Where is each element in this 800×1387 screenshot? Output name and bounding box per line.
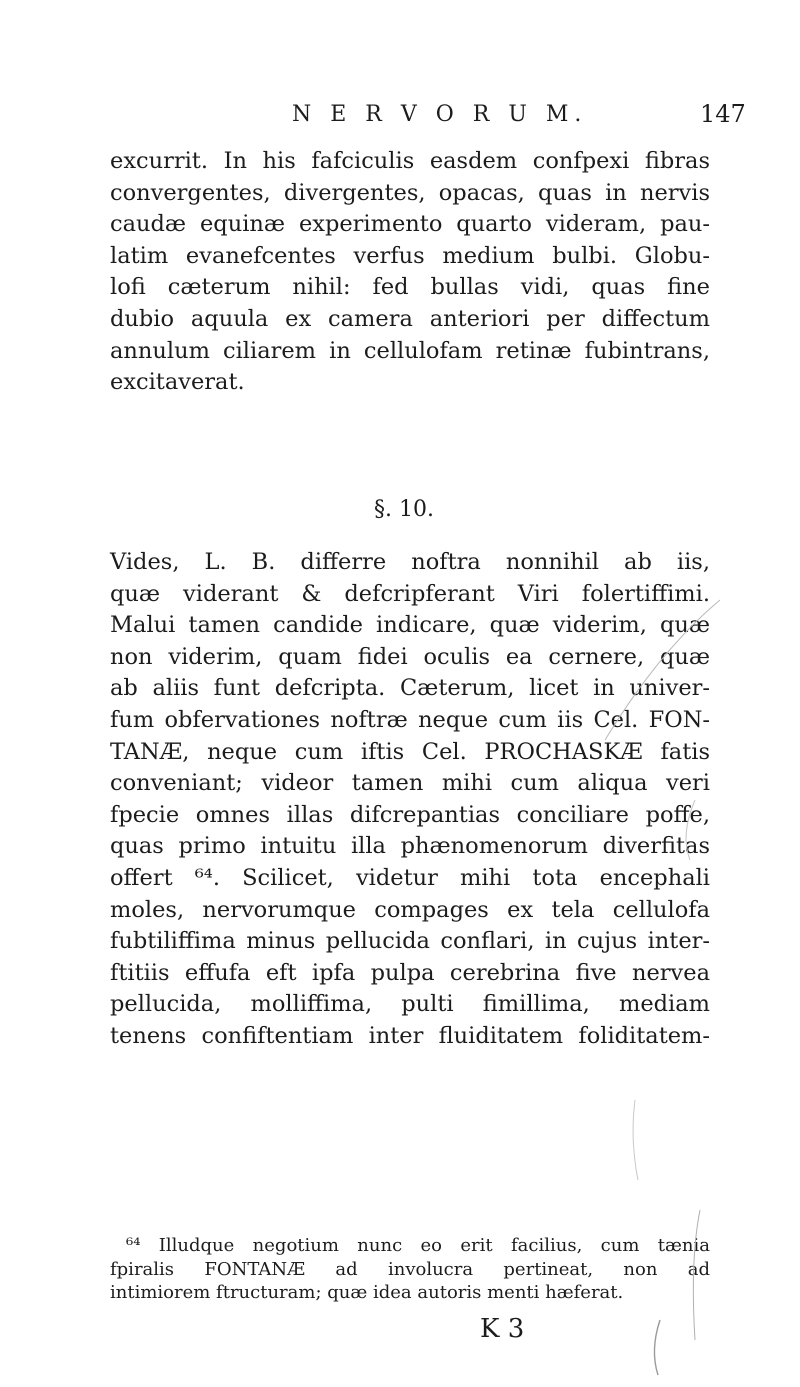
text-line: dubio aquula ex camera anteriori per diffectum [110,305,710,332]
running-head: N E R V O R U M. [292,102,588,127]
text-line: excurrit. In his fafciculis easdem confpexi fibras [110,148,710,174]
paragraph-1 [110,146,710,399]
footnote-line: intimiorem ftructuram; quæ idea autoris menti hæferat. [110,1282,624,1303]
text-line: annulum ciliarem in cellulofam retinæ fubintrans, [110,337,710,364]
text-line: convergentes, divergentes, opacas, quas in nervis [110,179,710,206]
text-line: TANÆ, neque cum iftis Cel. PROCHASKÆ fatis [110,738,710,765]
text-line: pellucida, molliffima, pulti fimillima, mediam [110,991,710,1018]
footnote-line: ⁶⁴ Illudque negotium nunc eo erit facilius, cum tænia [126,1235,710,1256]
page-edge-line [654,1320,660,1375]
text-line: caudæ equinæ experimento quarto videram, pau- [110,211,710,238]
text-line: fpecie omnes illas difcrepantias conciliare poffe, [110,801,710,828]
text-line: tenens confiftentiam inter fluiditatem foliditatem- [110,1022,710,1049]
signature-mark: K 3 [480,1314,525,1344]
text-line: fubtiliffima minus pellucida conflari, in cujus inter- [110,928,710,955]
page-edge-line [633,1100,638,1180]
page-edge-lines [600,560,800,1387]
page-edge-line [686,800,695,860]
text-line: ab aliis funt defcripta. Cæterum, licet in univer- [110,675,710,702]
page-edge-line [605,600,720,740]
text-line: moles, nervorumque compages ex tela cellulofa [110,896,710,923]
text-line: Malui tamen candide indicare, quæ viderim, quæ [110,612,710,639]
page-number: 147 [700,100,746,128]
section-heading: §. 10. [374,497,434,522]
text-line: ftitiis effufa eft ipfa pulpa cerebrina five nervea [110,959,710,986]
text-line: lofi cæterum nihil: fed bullas vidi, quas fine [110,274,710,301]
footnote-line: fpiralis FONTANÆ ad involucra pertineat, non ad [110,1258,710,1280]
text-line: latim evanefcentes verfus medium bulbi. Globu- [110,242,710,269]
text-line: conveniant; videor tamen mihi cum aliqua veri [110,770,710,797]
text-line: excitaverat. [110,369,245,396]
text-line: non viderim, quam fidei oculis ea cernere, quæ [110,643,710,670]
text-line: offert ⁶⁴. Scilicet, videtur mihi tota encephali [110,864,710,891]
text-line: fum obfervationes noftræ neque cum iis Cel. FON- [110,706,710,733]
text-line: quas primo intuitu illa phænomenorum diverfitas [110,833,710,860]
text-line: quæ viderant & defcripferant Viri folertiffimi. [110,580,710,607]
page-edge-line [693,1210,700,1340]
text-line: Vides, L. B. differre noftra nonnihil ab iis, [110,549,710,575]
